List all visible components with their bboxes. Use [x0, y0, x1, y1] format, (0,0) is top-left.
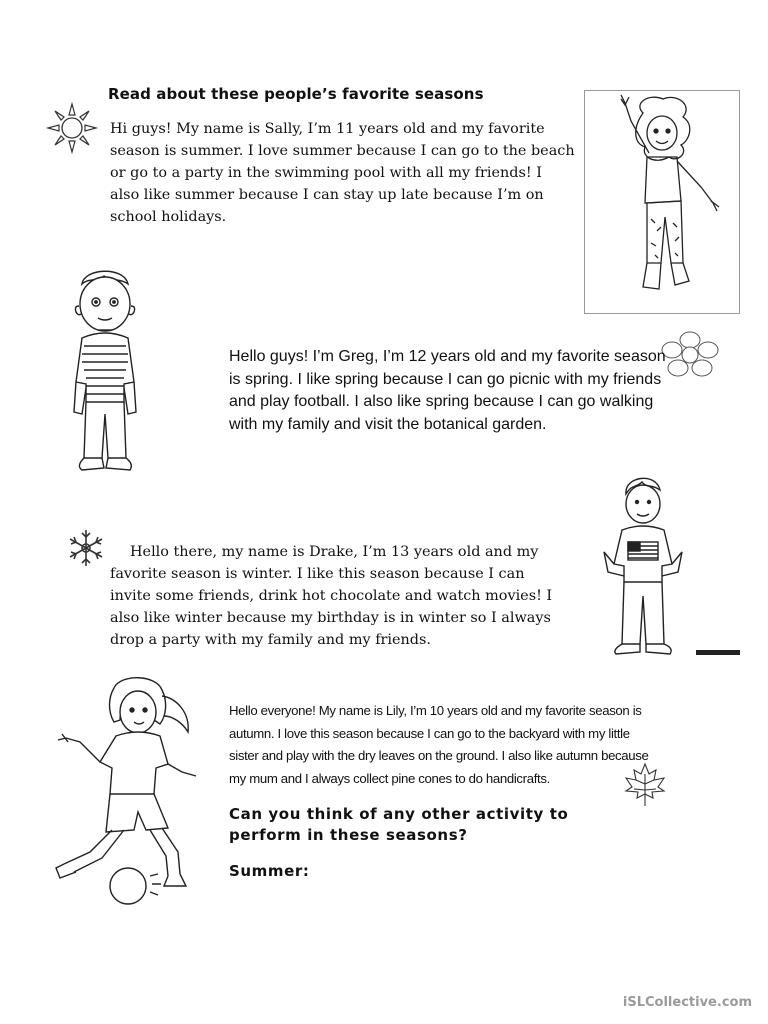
watermark: iSLCollective.com	[622, 995, 752, 1010]
sally-paragraph: Hi guys! My name is Sally, I’m 11 years old and my favorite season is summer. I love summer because I can go to the beach or go to a party in the swimming pool with all my friends! I also like summer because I can stay up late because I’m on school holidays.	[110, 121, 575, 225]
maple-leaf-icon	[622, 760, 668, 808]
summer-answer-label: Summer:	[229, 862, 310, 880]
flower-icon	[660, 330, 720, 380]
greg-paragraph: Hello guys! I’m Greg, I’m 12 years old and my favorite season is spring. I like spring because I can go picnic with my friends and play football. I also like spring because I can go walking with my family and visit the botanical garden.	[229, 348, 666, 433]
sally-picture	[584, 90, 740, 314]
drake-picture	[594, 472, 744, 662]
worksheet-title: Read about these people’s favorite seasons	[108, 85, 484, 103]
sun-icon	[44, 100, 100, 156]
discussion-question: Can you think of any other activity to perform in these seasons?	[229, 805, 569, 844]
drake-paragraph: Hello there, my name is Drake, I’m 13 years old and my favorite season is winter. I like this season because I can invite some friends, drink hot chocolate and watch movies! I also like winter because my birthday is in winter so I always drop a party with my family and my friends.	[110, 544, 553, 648]
lily-picture	[50, 672, 200, 912]
lily-paragraph: Hello everyone! My name is Lily, I’m 10 years old and my favorite season is autumn. I love this season because I can go to the backyard with my little sister and play with the dry leaves on the ground. I also like autumn because my mum and I always collect pine cones to do handicrafts.	[229, 703, 649, 786]
greg-picture	[60, 262, 150, 476]
snowflake-icon	[66, 528, 106, 568]
